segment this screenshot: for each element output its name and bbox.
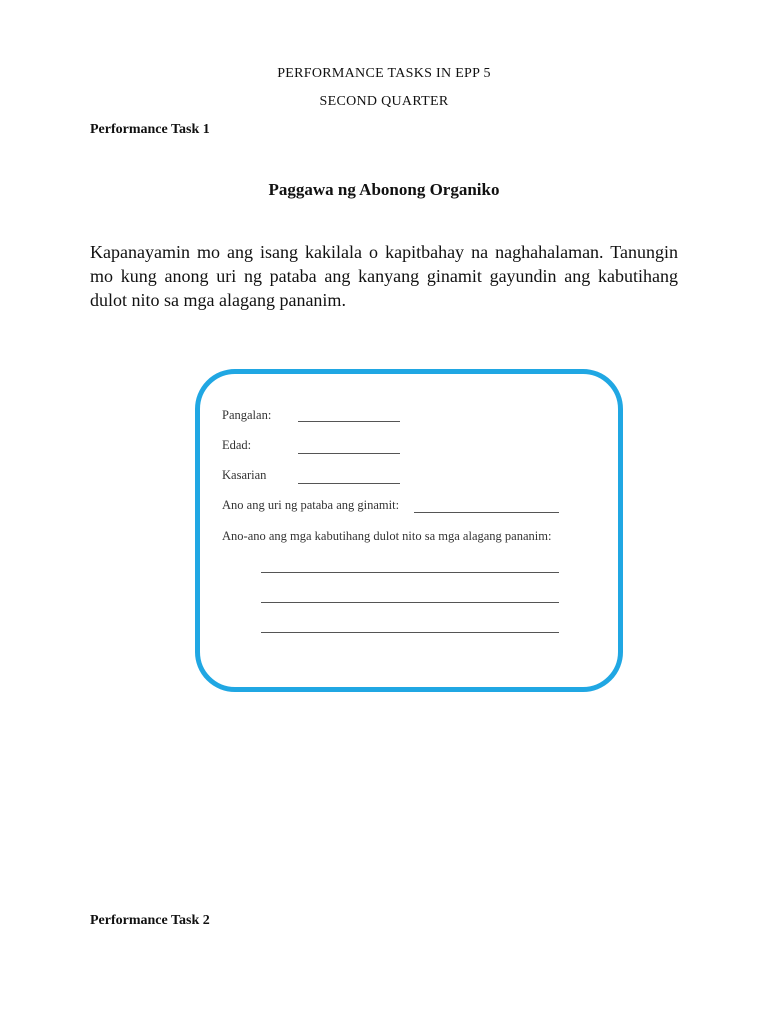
fertilizer-label: Ano ang uri ng pataba ang ginamit: [222,498,400,512]
quarter-heading: SECOND QUARTER [319,94,449,109]
benefits-blank-line-3[interactable] [261,632,559,633]
task1-title: Paggawa ng Abonong Organiko [268,180,500,199]
sex-blank-line[interactable] [298,483,400,484]
name-label: Pangalan: [222,408,272,422]
task1-label: Performance Task 1 [90,122,210,137]
fertilizer-blank-line[interactable] [414,512,559,513]
name-blank-line[interactable] [298,421,400,422]
benefits-blank-line-1[interactable] [261,572,559,573]
age-label: Edad: [222,438,252,452]
sex-label: Kasarian [222,468,267,482]
document-heading: PERFORMANCE TASKS IN EPP 5 [277,66,491,81]
task1-instructions: Kapanayamin mo ang isang kakilala o kapitbahay na naghahalaman. Tanungin mo kung anong uri ng pataba ang kanyang ginamit gayundin ang kabutihang dulot nito sa mga alagang pananim. [90,242,678,310]
task2-label: Performance Task 2 [90,913,210,928]
benefits-blank-line-2[interactable] [261,602,559,603]
age-blank-line[interactable] [298,453,400,454]
benefits-label: Ano-ano ang mga kabutihang dulot nito sa mga alagang pananim: [222,529,552,543]
